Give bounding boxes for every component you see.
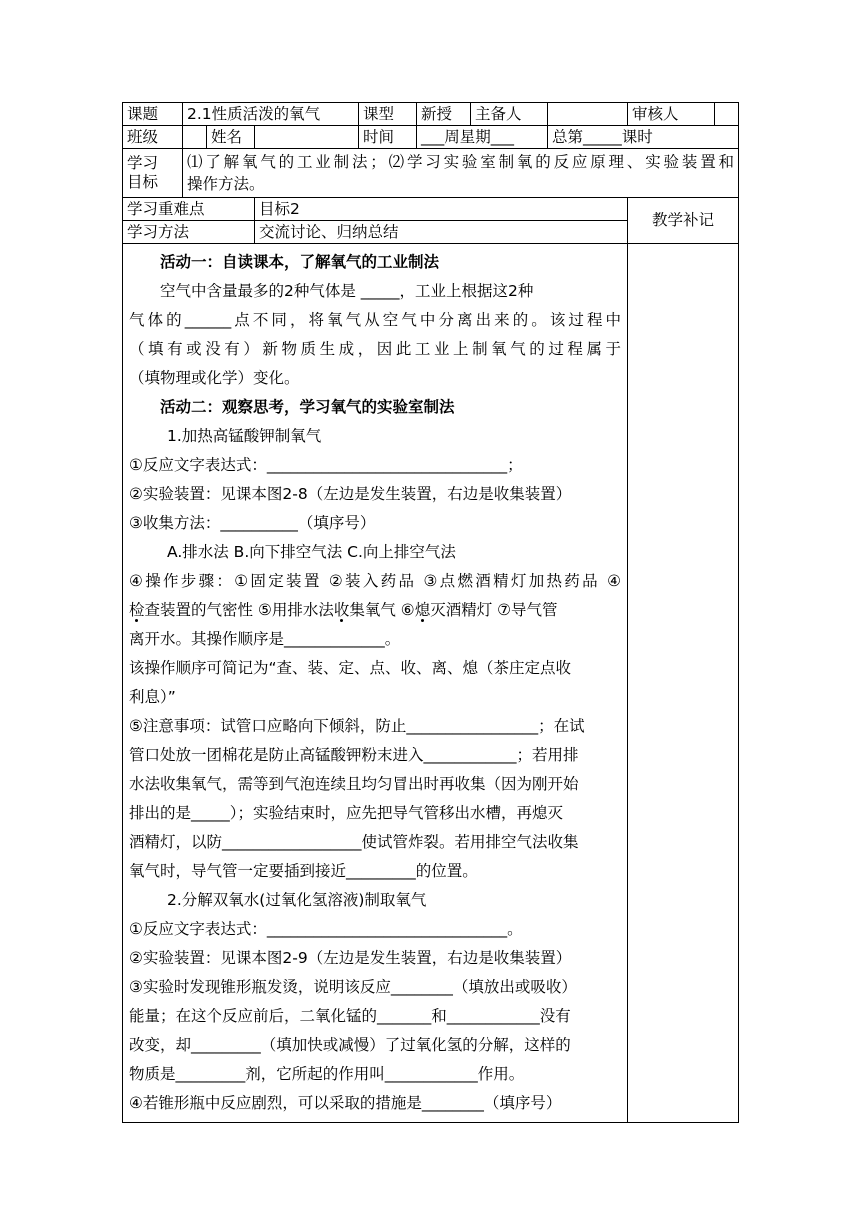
s1-line13: 排出的是_____）；实验结束时，应先把导气管移出水槽，再熄灭 [129, 804, 564, 822]
s1-line12: 水法收集氧气，需等到气泡连续且均匀冒出时再收集（因为刚开始 [129, 775, 579, 793]
activity2-title: 活动二：观察思考，学习氧气的实验室制法 [160, 398, 455, 416]
key-points-row [123, 198, 739, 221]
lesson-plan-page [122, 102, 738, 1123]
key-points-label: 学习重难点 [123, 198, 255, 221]
s1-line9: 利息）” [129, 688, 176, 706]
section1-title: 1.加热高锰酸钾制氧气 [167, 427, 322, 445]
time-label: 时间 [359, 126, 417, 149]
s1-line6-text: 灭酒精灯 ⑦导气管 [430, 601, 558, 619]
section2-title: 2.分解双氧水(过氧化氢溶液)制取氧气 [167, 891, 427, 909]
content-row [123, 244, 739, 1123]
preparer-value [548, 103, 628, 126]
s1-line8: 该操作顺序可简记为“查、装、定、点、收、离、熄（茶庄定点收 [129, 659, 572, 677]
lesson-plan-table [122, 102, 739, 1123]
name-value [255, 126, 359, 149]
goals-line2: 操作方法。 [187, 175, 265, 193]
supplement-label: 教学补记 [628, 198, 739, 244]
name-label: 姓名 [207, 126, 255, 149]
emphasis-char: 检 [129, 601, 145, 619]
s2-line7: ④若锥形瓶中反应剧烈，可以采取的措施是________（填序号） [129, 1094, 562, 1112]
header-row-1 [123, 103, 739, 126]
total-lessons: 总第_____课时 [548, 126, 739, 149]
goals-label-line2: 目标 [127, 173, 159, 191]
s2-line4: 能量；在这个反应前后，二氧化锰的_______和____________没有 [129, 1007, 571, 1025]
class-label: 班级 [123, 126, 183, 149]
goals-label [123, 149, 183, 198]
a1-line3: （填有或没有）新物质生成，因此工业上制氧气的过程属于 [129, 340, 622, 358]
method-label: 学习方法 [123, 221, 255, 244]
emphasis-char: 收 [333, 601, 350, 619]
key-points-value: 目标2 [255, 198, 628, 221]
goals-text [183, 149, 739, 198]
supplement-notes-cell [628, 244, 739, 1123]
a1-line2: 气体的______点不同，将氧气从空气中分离出来的。该过程中 [129, 311, 622, 329]
s2-line6: 物质是_________剂，它所起的作用叫____________作用。 [129, 1065, 525, 1083]
s1-line3: ③收集方法：__________（填序号） [129, 514, 376, 532]
s1-line10: ⑤注意事项：试管口应略向下倾斜，防止_________________；在试 [129, 717, 585, 735]
preparer-label: 主备人 [471, 103, 548, 126]
a1-line1: 空气中含量最多的2种气体是 _____，工业上根据这2种 [160, 282, 534, 300]
reviewer-label: 审核人 [628, 103, 715, 126]
s1-line15: 氧气时，导气管一定要插到接近_________的位置。 [129, 862, 478, 880]
s1-line14: 酒精灯，以防__________________使试管炸裂。若用排空气法收集 [129, 833, 579, 851]
s1-line11: 管口处放一团棉花是防止高锰酸钾粉末进入____________；若用排 [129, 746, 579, 764]
emphasis-char: 熄 [414, 601, 431, 619]
s1-line1: ①反应文字表达式：_______________________________； [129, 456, 523, 474]
content-cell [123, 244, 628, 1123]
s2-line3: ③实验时发现锥形瓶发烫，说明该反应________（填放出或吸收） [129, 978, 577, 996]
method-value: 交流讨论、归纳总结 [255, 221, 628, 244]
s1-line2: ②实验装置：见课本图2-8（左边是发生装置，右边是收集装置） [129, 485, 572, 503]
type-label: 课型 [359, 103, 417, 126]
s1-line6-text: 集氧气 ⑥ [349, 601, 415, 619]
topic-label: 课题 [123, 103, 183, 126]
reviewer-value [715, 103, 739, 126]
s1-line4: A.排水法 B.向下排空气法 C.向上排空气法 [167, 543, 456, 561]
goals-label-line1: 学习 [127, 154, 159, 172]
goals-line1: ⑴了解氧气的工业制法；⑵学习实验室制氧的反应原理、实验装置和 [187, 153, 735, 171]
class-value [183, 126, 207, 149]
s2-line1: ①反应文字表达式：_______________________________。 [129, 920, 523, 938]
s2-line5: 改变，却_________（填加快或减慢）了过氧化氢的分解，这样的 [129, 1036, 571, 1054]
header-row-2 [123, 126, 739, 149]
s1-line6-text: 查装置的气密性 ⑤用排水法 [144, 601, 334, 619]
s2-line2: ②实验装置：见课本图2-9（左边是发生装置，右边是收集装置） [129, 949, 572, 967]
s1-line5: ④操作步骤：①固定装置 ②装入药品 ③点燃酒精灯加热药品 ④ [129, 572, 622, 590]
time-value: ___周星期___ [417, 126, 548, 149]
topic-value: 2.1性质活泼的氧气 [183, 103, 359, 126]
activity1-title: 活动一：自读课本，了解氧气的工业制法 [160, 253, 440, 271]
s1-line6 [129, 596, 621, 625]
a1-line4: （填物理或化学）变化。 [129, 369, 300, 387]
type-value: 新授 [417, 103, 471, 126]
s1-line7: 离开水。其操作顺序是_____________。 [129, 630, 401, 648]
goals-row [123, 149, 739, 198]
